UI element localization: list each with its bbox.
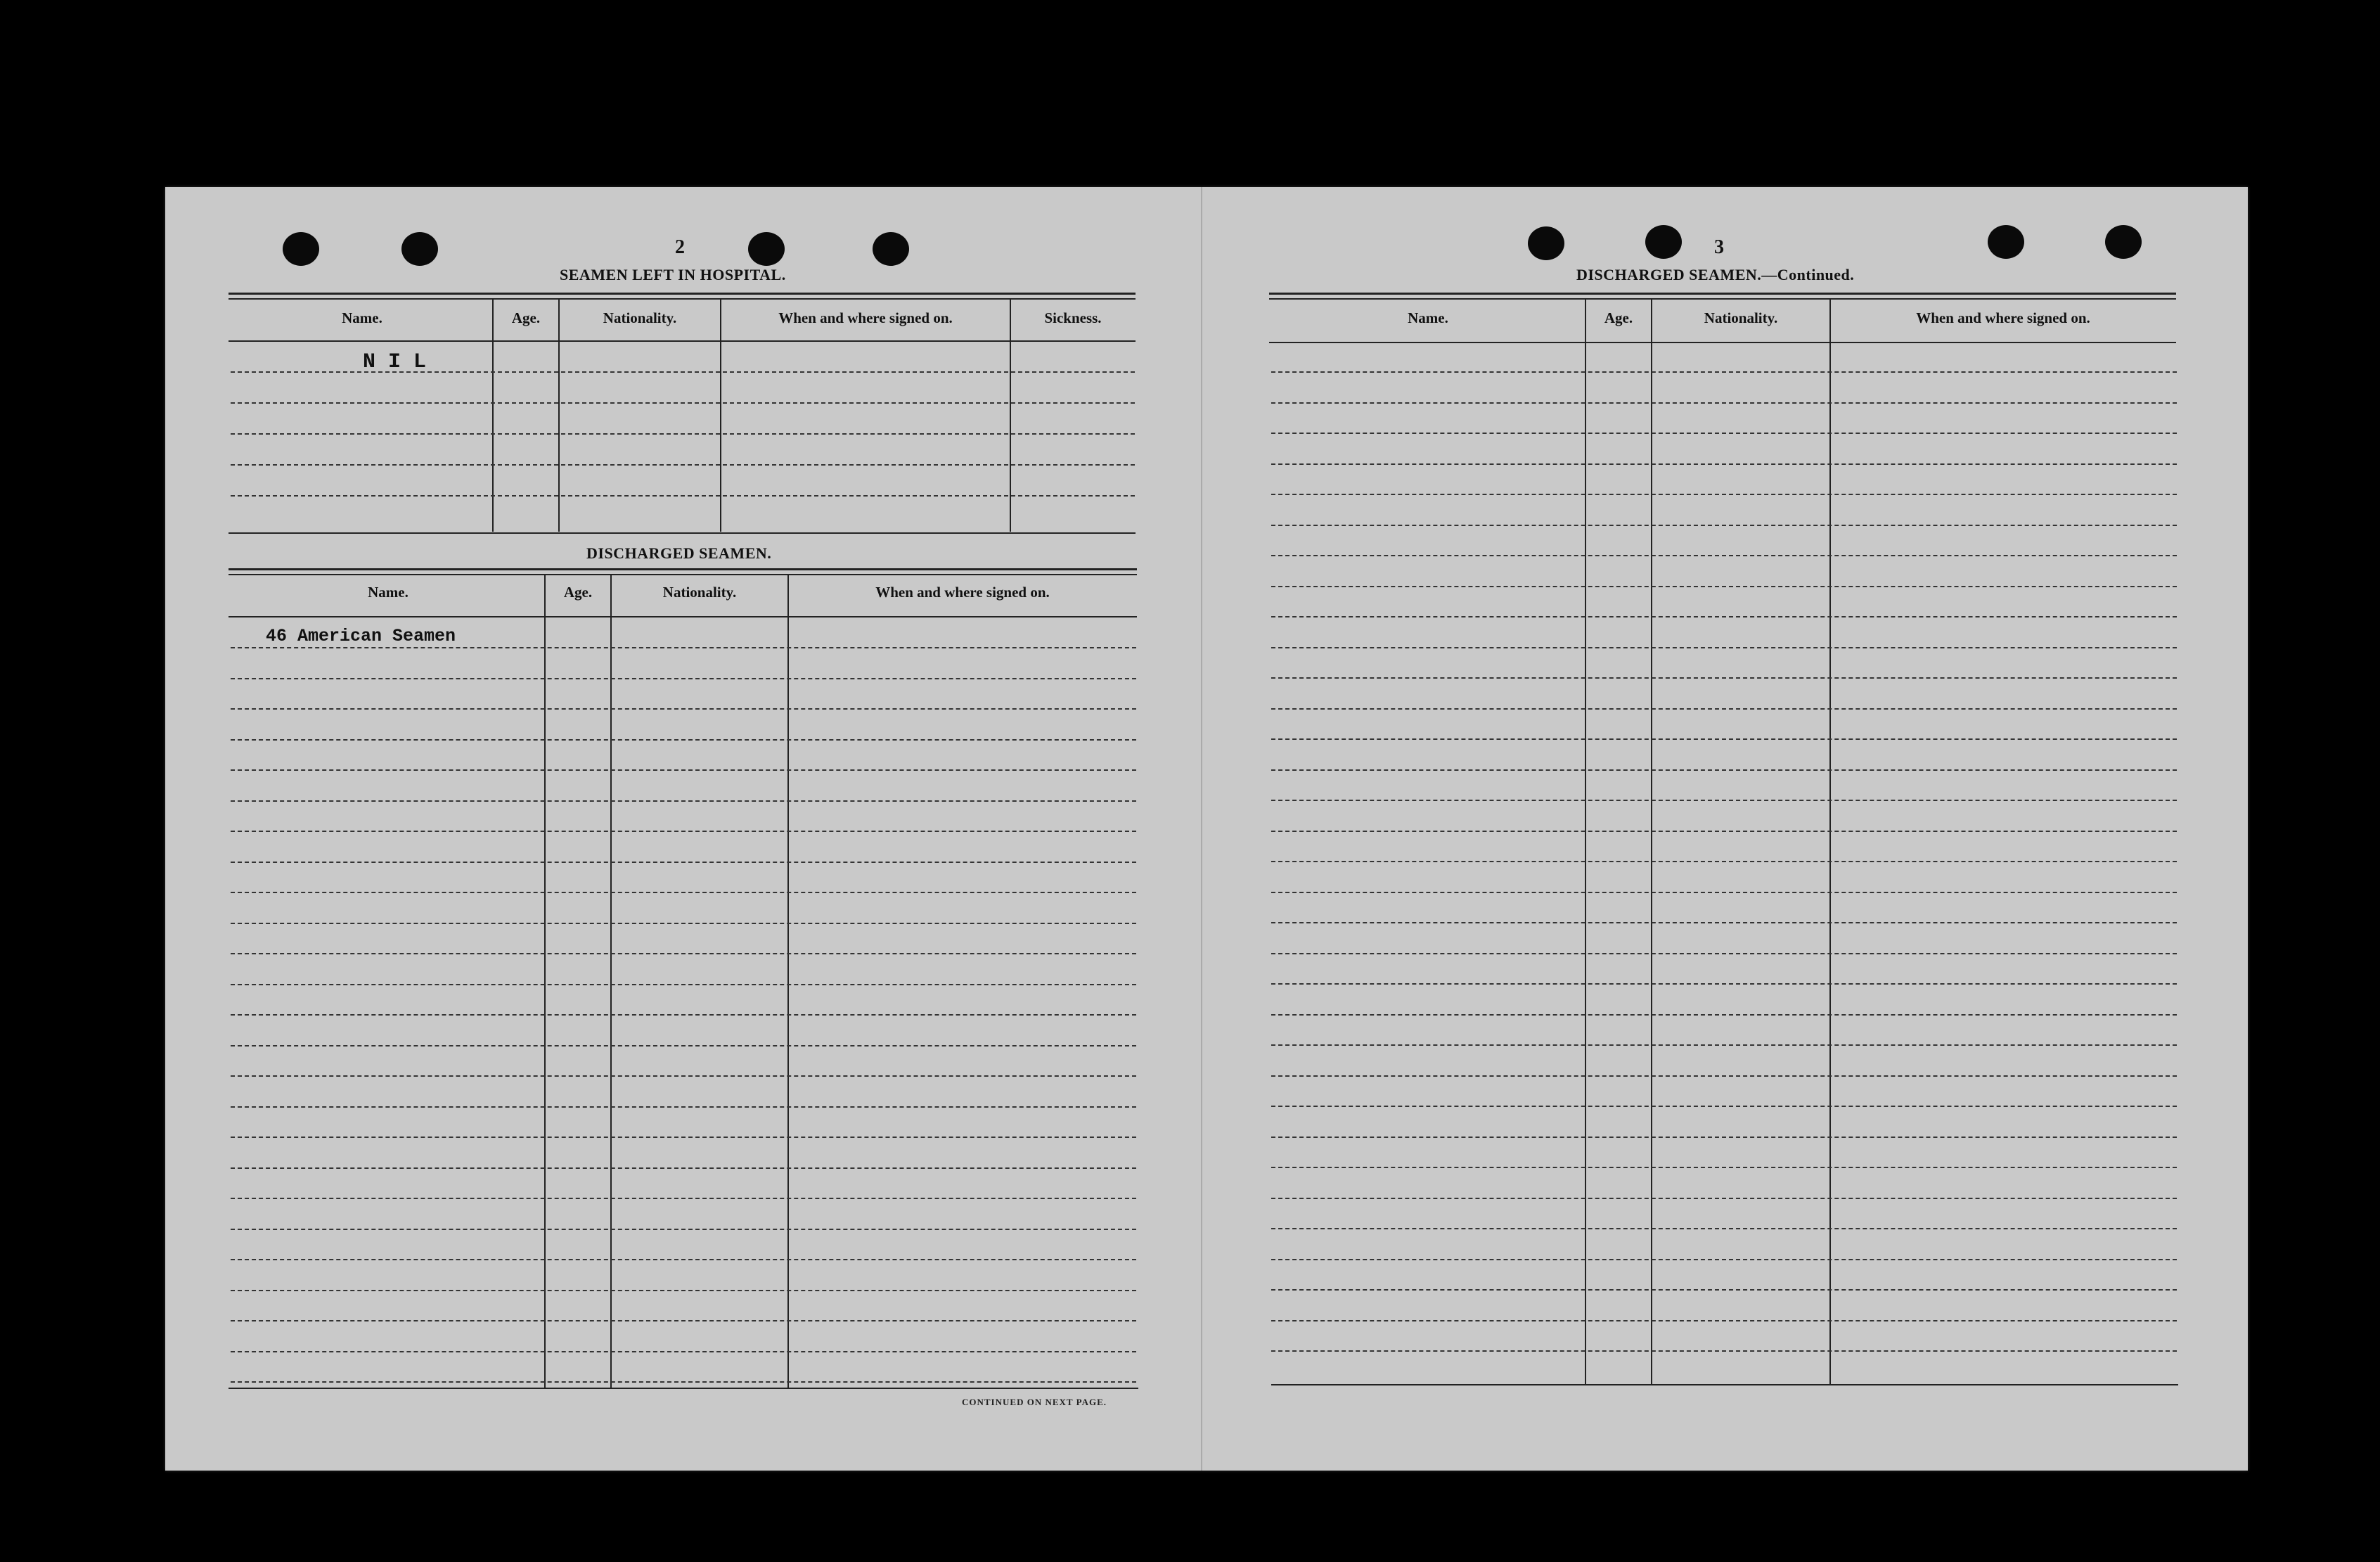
hospital-col-nationality: Nationality. — [603, 309, 677, 326]
ledger-row-line — [1271, 371, 2177, 373]
hospital-col-divider — [1010, 300, 1011, 532]
right-col-age: Age. — [1604, 309, 1633, 326]
hospital-row-line — [231, 371, 1135, 373]
ledger-row-line — [1271, 555, 2177, 556]
punch-hole — [748, 232, 785, 266]
hospital-top-rule — [229, 293, 1136, 295]
continued-note: CONTINUED ON NEXT PAGE. — [962, 1397, 1107, 1407]
discharged-col-divider — [610, 575, 612, 1388]
punch-hole — [873, 232, 909, 266]
ledger-row-line — [231, 862, 1136, 863]
hospital-row-line — [231, 464, 1135, 466]
ledger-row-line — [1271, 892, 2177, 893]
punch-hole — [1528, 226, 1564, 260]
ledger-row-line — [1271, 861, 2177, 862]
hospital-col-divider — [720, 300, 721, 532]
ledger-row-line — [1271, 586, 2177, 587]
ledger-row-line — [1271, 1075, 2177, 1077]
ledger-row-line — [1271, 983, 2177, 985]
ledger-row-line — [231, 1106, 1136, 1108]
ledger-row-line — [1271, 769, 2177, 771]
document-sheet — [165, 187, 2248, 1471]
ledger-row-line — [231, 678, 1136, 679]
ledger-row-line — [231, 831, 1136, 832]
punch-hole — [1645, 225, 1682, 259]
page-number: 3 — [1714, 236, 1724, 258]
discharged-top-rule-2 — [229, 574, 1137, 575]
page-number: 2 — [675, 236, 685, 258]
ledger-row-line — [1271, 1228, 2177, 1229]
discharged-header-rule — [229, 616, 1137, 617]
ledger-row-line — [231, 923, 1136, 924]
discharged-section-title: DISCHARGED SEAMEN. — [586, 544, 772, 562]
hospital-col-name: Name. — [342, 309, 382, 326]
discharged-col-nationality: Nationality. — [662, 584, 737, 601]
right-col-signed-on: When and where signed on. — [1916, 309, 2090, 326]
ledger-row-line — [1271, 1137, 2177, 1138]
ledger-row-line — [231, 953, 1136, 954]
ledger-row-line — [1271, 1167, 2177, 1168]
right-bottom-rule — [1271, 1384, 2178, 1385]
ledger-row-line — [231, 1381, 1136, 1383]
center-fold — [1201, 187, 1202, 1471]
hospital-col-sickness: Sickness. — [1044, 309, 1102, 326]
ledger-row-line — [1271, 1320, 2177, 1321]
right-section-title: DISCHARGED SEAMEN.—Continued. — [1576, 266, 1855, 283]
hospital-col-divider — [492, 300, 494, 532]
discharged-bottom-rule — [229, 1388, 1138, 1389]
hospital-bottom-rule — [229, 532, 1136, 534]
hospital-col-age: Age. — [511, 309, 541, 326]
ledger-row-line — [1271, 402, 2177, 404]
ledger-row-line — [1271, 738, 2177, 740]
ledger-row-line — [231, 1320, 1136, 1321]
ledger-row-line — [231, 1290, 1136, 1291]
hospital-top-rule-2 — [229, 298, 1136, 300]
right-col-nationality: Nationality. — [1704, 309, 1778, 326]
punch-hole — [2105, 225, 2142, 259]
right-top-rule-2 — [1269, 298, 2176, 300]
right-header-rule — [1269, 342, 2176, 343]
right-col-name: Name. — [1408, 309, 1448, 326]
right-top-rule — [1269, 293, 2176, 295]
ledger-row-line — [231, 708, 1136, 710]
ledger-row-line — [1271, 1014, 2177, 1016]
right-col-divider — [1829, 300, 1831, 1384]
discharged-col-age: Age. — [563, 584, 593, 601]
ledger-row-line — [231, 1014, 1136, 1016]
ledger-row-line — [1271, 831, 2177, 832]
ledger-row-line — [231, 1167, 1136, 1169]
right-col-divider — [1651, 300, 1652, 1384]
ledger-row-line — [231, 1198, 1136, 1199]
ledger-row-line — [1271, 1350, 2177, 1352]
ledger-row-line — [1271, 1106, 2177, 1107]
punch-hole — [1988, 225, 2024, 259]
ledger-row-line — [1271, 494, 2177, 495]
hospital-entry: N I L — [363, 350, 427, 374]
ledger-row-line — [1271, 463, 2177, 465]
hospital-col-signed-on: When and where signed on. — [778, 309, 953, 326]
discharged-top-rule — [229, 568, 1137, 570]
ledger-row-line — [1271, 647, 2177, 648]
ledger-row-line — [231, 984, 1136, 985]
hospital-header-rule — [229, 340, 1136, 342]
ledger-row-line — [231, 1229, 1136, 1230]
ledger-row-line — [231, 1137, 1136, 1138]
ledger-row-line — [1271, 1259, 2177, 1260]
ledger-row-line — [1271, 953, 2177, 954]
right-col-divider — [1585, 300, 1586, 1384]
ledger-row-line — [1271, 800, 2177, 801]
ledger-row-line — [1271, 922, 2177, 923]
hospital-row-line — [231, 402, 1135, 404]
ledger-row-line — [1271, 1289, 2177, 1291]
hospital-section-title: SEAMEN LEFT IN HOSPITAL. — [560, 266, 786, 283]
ledger-row-line — [1271, 677, 2177, 679]
punch-hole — [401, 232, 438, 266]
ledger-row-line — [231, 892, 1136, 893]
hospital-col-divider — [558, 300, 560, 532]
discharged-col-divider — [544, 575, 546, 1388]
discharged-col-signed-on: When and where signed on. — [875, 584, 1050, 601]
ledger-row-line — [231, 769, 1136, 771]
hospital-row-line — [231, 495, 1135, 497]
ledger-row-line — [1271, 1044, 2177, 1046]
ledger-row-line — [1271, 616, 2177, 617]
ledger-row-line — [231, 1351, 1136, 1352]
discharged-col-name: Name. — [368, 584, 409, 601]
ledger-row-line — [231, 800, 1136, 802]
hospital-row-line — [231, 433, 1135, 435]
ledger-row-line — [1271, 1198, 2177, 1199]
discharged-col-divider — [787, 575, 789, 1388]
ledger-row-line — [231, 1045, 1136, 1046]
ledger-row-line — [231, 647, 1136, 648]
discharged-entry: 46 American Seamen — [266, 626, 456, 646]
ledger-row-line — [231, 739, 1136, 741]
ledger-row-line — [1271, 433, 2177, 434]
punch-hole — [283, 232, 319, 266]
ledger-row-line — [1271, 708, 2177, 710]
ledger-row-line — [231, 1075, 1136, 1077]
ledger-row-line — [1271, 525, 2177, 526]
ledger-row-line — [231, 1259, 1136, 1260]
